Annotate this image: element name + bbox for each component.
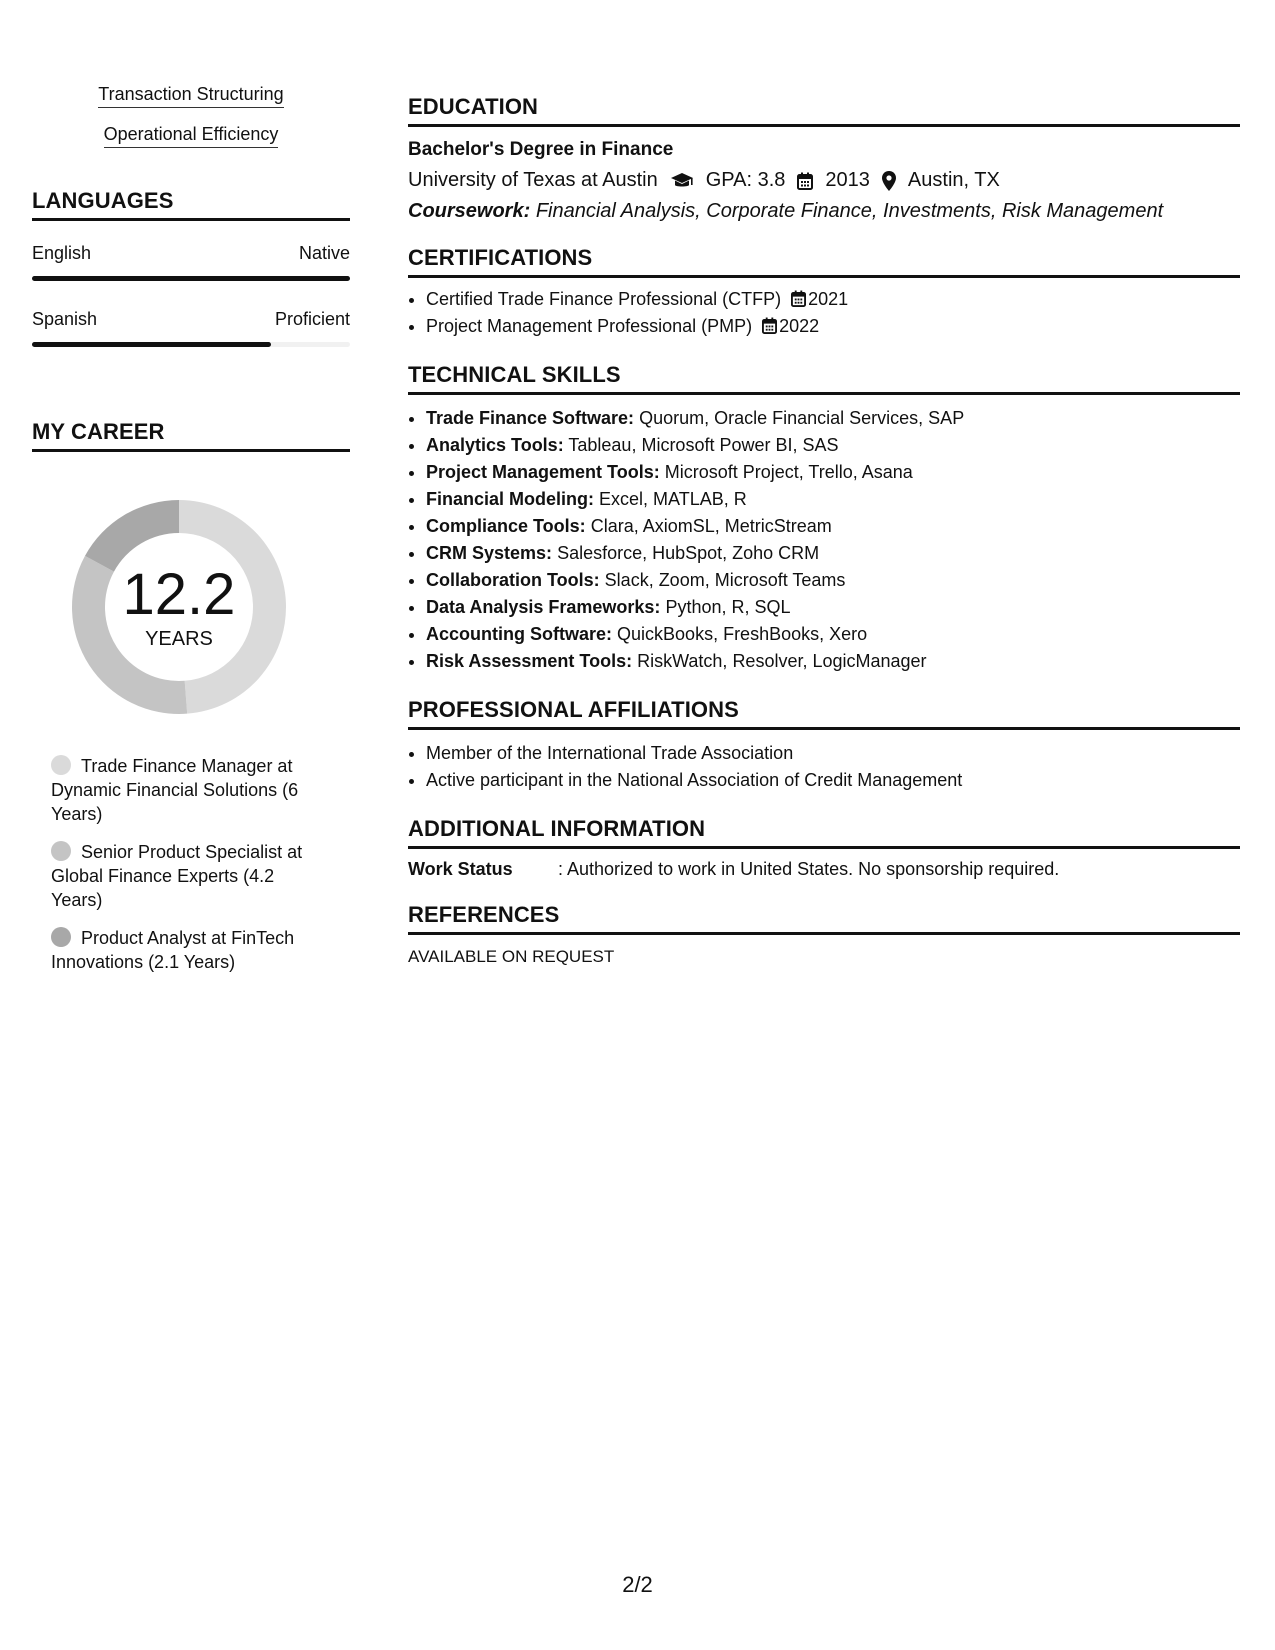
page-number: 2/2	[622, 1572, 653, 1597]
skill-values: Tableau, Microsoft Power BI, SAS	[568, 435, 839, 455]
references-text: AVAILABLE ON REQUEST	[408, 947, 615, 966]
skill-tag: Transaction Structuring	[98, 84, 283, 108]
skill-values: Slack, Zoom, Microsoft Teams	[604, 570, 846, 590]
skill-values: Excel, MATLAB, R	[599, 489, 747, 509]
career-total-years: 12.2	[122, 561, 236, 627]
career-heading: MY CAREER	[32, 419, 350, 452]
work-status-row	[408, 859, 1240, 880]
school-location: Austin, TX	[907, 169, 1000, 191]
work-status-label: Work Status	[408, 859, 513, 879]
coursework	[408, 200, 1240, 223]
right-column	[408, 94, 1240, 967]
coursework-text: Financial Analysis, Corporate Finance, Investments, Risk Management	[535, 200, 1164, 222]
technical-skills-heading: TECHNICAL SKILLS	[408, 362, 1240, 395]
skill-item	[426, 486, 1240, 513]
language-item	[32, 309, 350, 347]
certification-year: 2021	[808, 289, 849, 309]
skill-item	[426, 513, 1240, 540]
language-name: Spanish	[32, 309, 98, 329]
skill-values: Quorum, Oracle Financial Services, SAP	[639, 408, 965, 428]
skill-item	[426, 567, 1240, 594]
skill-tag: Operational Efficiency	[104, 124, 279, 148]
graduation-year: 2013	[825, 169, 870, 191]
skill-category: Analytics Tools:	[426, 435, 564, 455]
skill-item	[426, 405, 1240, 432]
skill-values: Python, R, SQL	[665, 597, 791, 617]
career-item	[51, 840, 321, 912]
language-bar-fill	[32, 276, 350, 281]
additional-info-section	[408, 816, 1240, 880]
skill-category: Accounting Software:	[426, 624, 613, 644]
career-item-text: Senior Product Specialist at Global Finance Experts (4.2 Years)	[51, 842, 303, 910]
skill-category: Trade Finance Software:	[426, 408, 635, 428]
education-section	[408, 94, 1240, 223]
certification-item	[426, 286, 1240, 313]
graduation-cap-icon	[670, 172, 694, 190]
skill-values: QuickBooks, FreshBooks, Xero	[617, 624, 868, 644]
skill-category: Project Management Tools:	[426, 462, 660, 482]
language-level: Native	[298, 243, 350, 263]
languages-heading: LANGUAGES	[32, 188, 350, 221]
career-years-label: YEARS	[145, 627, 213, 650]
career-item	[51, 754, 321, 826]
career-legend-dot	[51, 755, 71, 775]
additional-info-heading: ADDITIONAL INFORMATION	[408, 816, 1240, 849]
references-section	[408, 902, 1240, 967]
education-heading: EDUCATION	[408, 94, 1240, 127]
skill-category: Data Analysis Frameworks:	[426, 597, 661, 617]
skill-item	[426, 540, 1240, 567]
certification-year: 2022	[779, 316, 820, 336]
gpa: GPA: 3.8	[705, 169, 786, 191]
skill-category: CRM Systems:	[426, 543, 553, 563]
skill-item	[426, 648, 1240, 675]
skill-category: Risk Assessment Tools:	[426, 651, 633, 671]
career-item	[51, 926, 321, 974]
certifications-heading: CERTIFICATIONS	[408, 245, 1240, 278]
references-heading: REFERENCES	[408, 902, 1240, 935]
certification-item	[426, 313, 1240, 340]
skill-values: Salesforce, HubSpot, Zoho CRM	[557, 543, 820, 563]
career-legend-dot	[51, 927, 71, 947]
calendar-icon	[791, 290, 806, 307]
language-level: Proficient	[274, 309, 350, 329]
career-item-text: Product Analyst at FinTech Innovations (2.1 Years)	[51, 928, 295, 972]
skill-item	[426, 459, 1240, 486]
work-status-value: : Authorized to work in United States. No sponsorship required.	[558, 859, 1060, 879]
location-pin-icon	[882, 171, 896, 191]
career-legend-dot	[51, 841, 71, 861]
affiliation-item: • Member of the International Trade Association	[426, 740, 1240, 767]
affiliations-heading: PROFESSIONAL AFFILIATIONS	[408, 697, 1240, 730]
skill-category: Compliance Tools:	[426, 516, 586, 536]
left-column	[32, 84, 350, 988]
language-name: English	[32, 243, 92, 263]
certification-name: Certified Trade Finance Professional (CTFP)	[426, 289, 782, 309]
skill-category: Collaboration Tools:	[426, 570, 600, 590]
career-donut-chart	[66, 494, 292, 720]
coursework-label: Coursework:	[408, 200, 531, 222]
career-list	[32, 754, 350, 974]
skill-item	[426, 621, 1240, 648]
education-meta	[408, 169, 1240, 192]
affiliations-section	[408, 697, 1240, 794]
skill-values: Microsoft Project, Trello, Asana	[664, 462, 913, 482]
skill-values: Clara, AxiomSL, MetricStream	[590, 516, 832, 536]
degree-title: Bachelor's Degree in Finance	[408, 139, 674, 160]
technical-skills-section	[408, 362, 1240, 675]
affiliation-item: • Active participant in the National Association of Credit Management	[426, 767, 1240, 794]
certification-name: Project Management Professional (PMP)	[426, 316, 753, 336]
skill-values: RiskWatch, Resolver, LogicManager	[637, 651, 927, 671]
career-item-text: Trade Finance Manager at Dynamic Financial Solutions (6 Years)	[51, 756, 299, 824]
school-name: University of Texas at Austin	[408, 169, 658, 191]
language-item	[32, 243, 350, 281]
calendar-icon	[762, 317, 777, 334]
skill-category: Financial Modeling:	[426, 489, 595, 509]
skill-item	[426, 594, 1240, 621]
certifications-section	[408, 245, 1240, 340]
language-bar	[32, 342, 350, 347]
language-bar-fill	[32, 342, 271, 347]
calendar-icon	[797, 172, 813, 190]
skill-item	[426, 432, 1240, 459]
language-bar	[32, 276, 350, 281]
